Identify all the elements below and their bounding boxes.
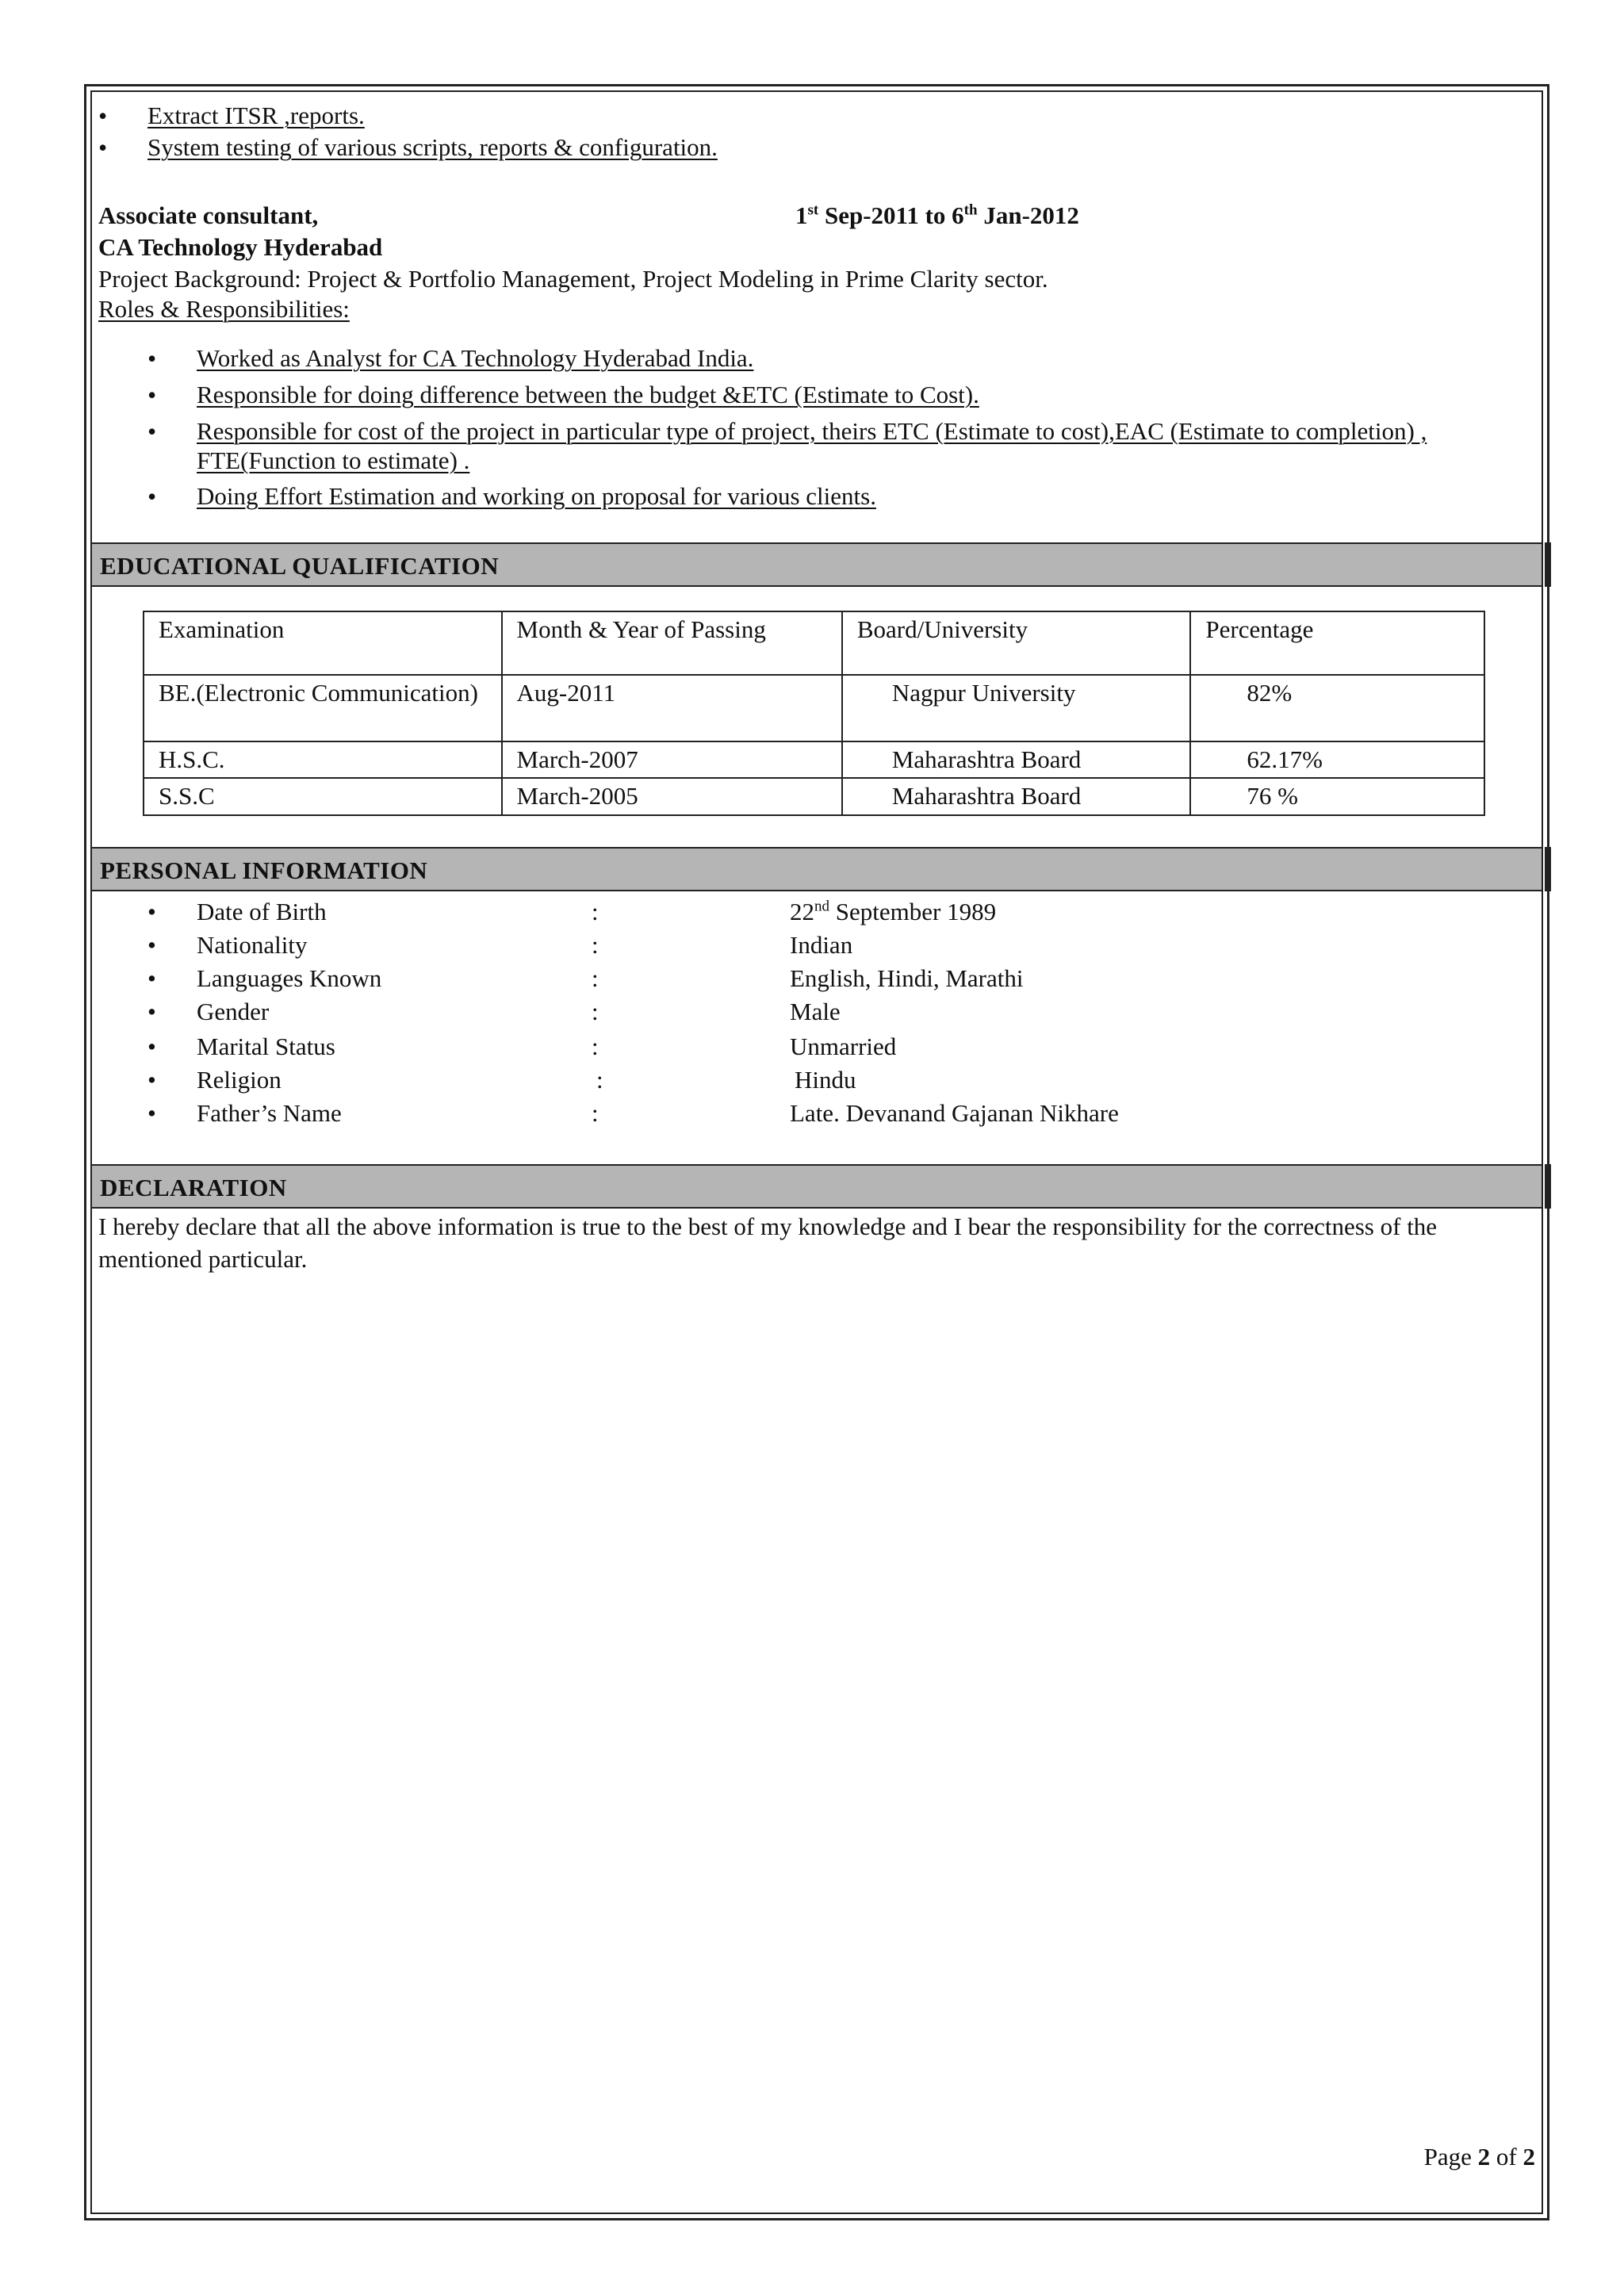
list-item: • Extract ITSR ,reports. (98, 100, 718, 132)
section-header-education: EDUCATIONAL QUALIFICATION (90, 542, 1543, 587)
roles-list (147, 343, 1440, 513)
info-colon: : (592, 1033, 599, 1060)
bullet-icon: • (147, 898, 156, 925)
table-header-cell: Examination (144, 611, 502, 675)
table-header-cell: Percentage (1190, 611, 1484, 675)
info-colon: : (592, 898, 599, 925)
info-value: Hindu (795, 1066, 856, 1094)
info-value: Male (790, 998, 841, 1025)
list-item: • Worked as Analyst for CA Technology Hyderabad India. (147, 343, 1440, 374)
table-cell: H.S.C. (144, 741, 502, 778)
info-label: Marital Status (197, 1033, 335, 1060)
info-colon: : (592, 998, 599, 1025)
info-label: Father’s Name (197, 1099, 342, 1127)
declaration-text: I hereby declare that all the above information is true to the best of my knowledge and I bear the responsibility for the correctness of the mentioned particular. (98, 1213, 1438, 1274)
info-label: Religion (197, 1066, 282, 1094)
top-bullet-list (98, 100, 718, 164)
info-value: 22nd September 1989 (790, 898, 997, 925)
job-dates: 1st Sep-2011 to 6th Jan-2012 (795, 201, 1079, 229)
table-cell: March-2007 (502, 741, 842, 778)
info-label: Date of Birth (197, 898, 327, 925)
info-colon: : (592, 1099, 599, 1127)
table-header-cell: Month & Year of Passing (502, 611, 842, 675)
info-label: Languages Known (197, 964, 382, 992)
table-header-cell: Board/University (842, 611, 1191, 675)
section-header-declaration: DECLARATION (90, 1164, 1543, 1209)
list-item: • Responsible for cost of the project in particular type of project, theirs ETC (Estimate to cost),EAC (Estimate to completion) , FTE(Function to estimate) . (147, 416, 1440, 477)
info-colon: : (592, 964, 599, 992)
bullet-icon: • (147, 964, 156, 992)
table-cell: S.S.C (144, 778, 502, 814)
bullet-icon: • (147, 1099, 156, 1127)
education-table (143, 611, 1485, 816)
project-background: Project Background: Project & Portfolio Management, Project Modeling in Prime Clarity sector. (98, 265, 1048, 293)
list-item: • Doing Effort Estimation and working on proposal for various clients. (147, 481, 1440, 512)
table-cell: 82% (1190, 675, 1484, 741)
company-name: CA Technology Hyderabad (98, 233, 383, 261)
page-number: Page 2 of 2 (1423, 2143, 1535, 2170)
bullet-icon: • (147, 931, 156, 959)
table-cell: 76 % (1190, 778, 1484, 814)
section-header-personal: PERSONAL INFORMATION (90, 847, 1543, 891)
info-value: Indian (790, 931, 853, 959)
bullet-icon: • (147, 1066, 156, 1094)
table-header-row (144, 611, 1484, 675)
job-title: Associate consultant, (98, 201, 319, 229)
table-cell: Aug-2011 (502, 675, 842, 741)
bullet-icon: • (147, 998, 156, 1025)
table-row (144, 675, 1484, 741)
table-cell: BE.(Electronic Communication) (144, 675, 502, 741)
table-cell: 62.17% (1190, 741, 1484, 778)
table-cell: March-2005 (502, 778, 842, 814)
list-item: • Responsible for doing difference between the budget &ETC (Estimate to Cost). (147, 379, 1440, 411)
info-value: Late. Devanand Gajanan Nikhare (790, 1099, 1119, 1127)
list-item: • System testing of various scripts, reports & configuration. (98, 132, 718, 163)
table-cell: Maharashtra Board (842, 741, 1191, 778)
info-label: Nationality (197, 931, 308, 959)
table-row (144, 778, 1484, 814)
table-cell: Nagpur University (842, 675, 1191, 741)
bullet-icon: • (147, 1033, 156, 1060)
info-colon: : (596, 1066, 603, 1094)
info-value: Unmarried (790, 1033, 897, 1060)
info-value: English, Hindi, Marathi (790, 964, 1024, 992)
info-label: Gender (197, 998, 270, 1025)
roles-heading: Roles & Responsibilities: (98, 295, 350, 323)
table-cell: Maharashtra Board (842, 778, 1191, 814)
info-colon: : (592, 931, 599, 959)
table-row (144, 741, 1484, 778)
